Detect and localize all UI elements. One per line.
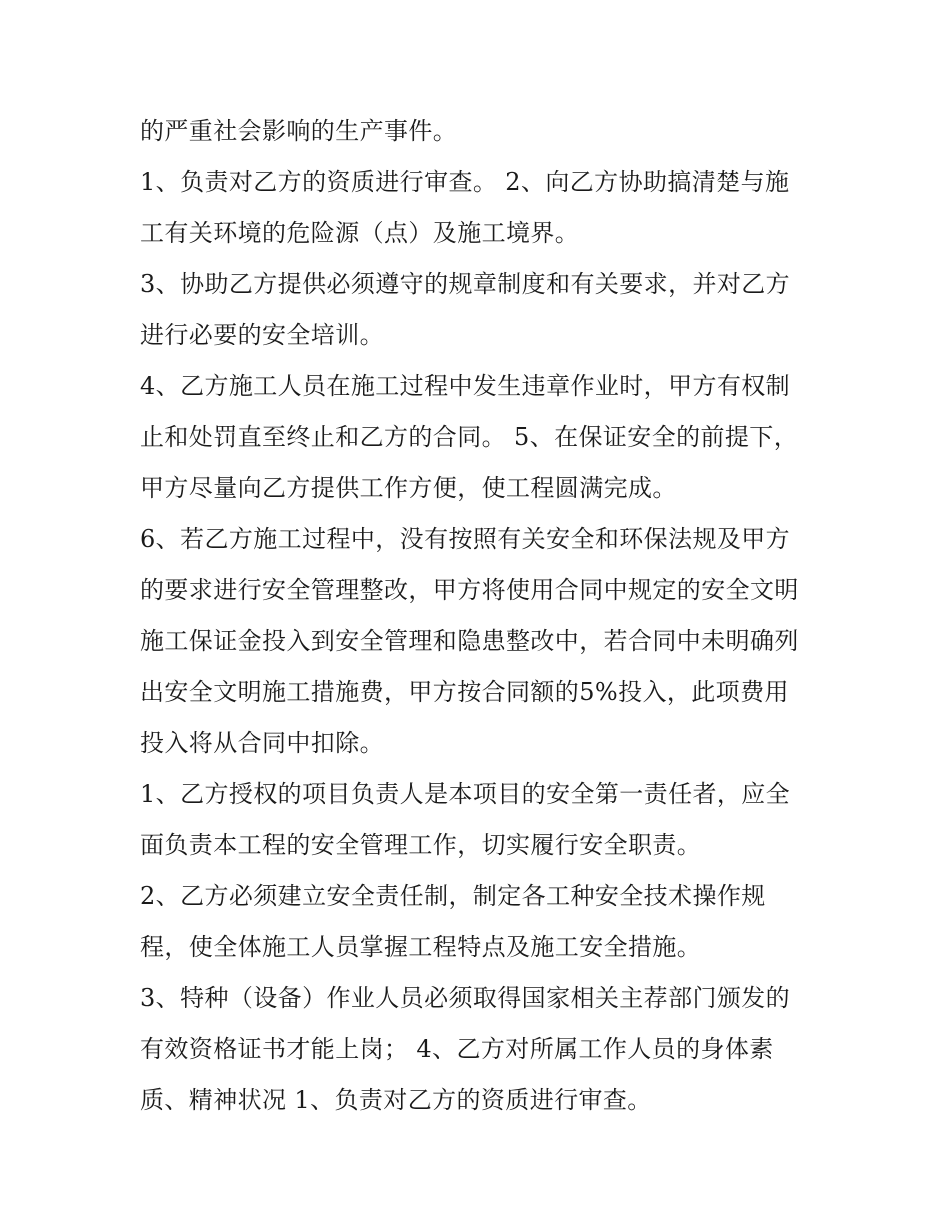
text-line: 4、乙方施工人员在施工过程中发生违章作业时，甲方有权制 bbox=[140, 372, 791, 400]
text-line: 有效资格证书才能上岗； 4、乙方对所属工作人员的身体素 bbox=[140, 1035, 774, 1063]
text-line: 面负责本工程的安全管理工作，切实履行安全职责。 bbox=[140, 831, 702, 859]
text-line: 甲方尽量向乙方提供工作方便，使工程圆满完成。 bbox=[140, 474, 677, 502]
text-line: 3、协助乙方提供必须遵守的规章制度和有关要求，并对乙方 bbox=[140, 270, 791, 298]
text-line: 施工保证金投入到安全管理和隐患整改中，若合同中未明确列 bbox=[140, 627, 799, 655]
text-line: 6、若乙方施工过程中，没有按照有关安全和环保法规及甲方 bbox=[140, 525, 791, 553]
text-line: 3、特种（设备）作业人员必须取得国家相关主荐部门颁发的 bbox=[140, 984, 791, 1012]
text-line: 出安全文明施工措施费，甲方按合同额的5%投入，此项费用 bbox=[140, 678, 789, 706]
text-line: 1、负责对乙方的资质进行审查。 2、向乙方协助搞清楚与施 bbox=[140, 168, 790, 196]
text-line: 投入将从合同中扣除。 bbox=[140, 729, 384, 757]
text-line: 止和处罚直至终止和乙方的合同。 5、在保证安全的前提下， bbox=[140, 423, 799, 451]
text-line: 2、乙方必须建立安全责任制，制定各工种安全技术操作规 bbox=[140, 882, 766, 910]
text-line: 进行必要的安全培训。 bbox=[140, 321, 384, 349]
text-line: 的严重社会影响的生产事件。 bbox=[140, 117, 458, 145]
text-line: 的要求进行安全管理整改，甲方将使用合同中规定的安全文明 bbox=[140, 576, 799, 604]
text-line: 质、精神状况 1、负责对乙方的资质进行审查。 bbox=[140, 1086, 652, 1114]
text-line: 工有关环境的危险源（点）及施工境界。 bbox=[140, 219, 580, 247]
text-line: 程，使全体施工人员掌握工程特点及施工安全措施。 bbox=[140, 933, 702, 961]
document-body bbox=[140, 106, 830, 1126]
text-line: 1、乙方授权的项目负责人是本项目的安全第一责任者，应全 bbox=[140, 780, 791, 808]
